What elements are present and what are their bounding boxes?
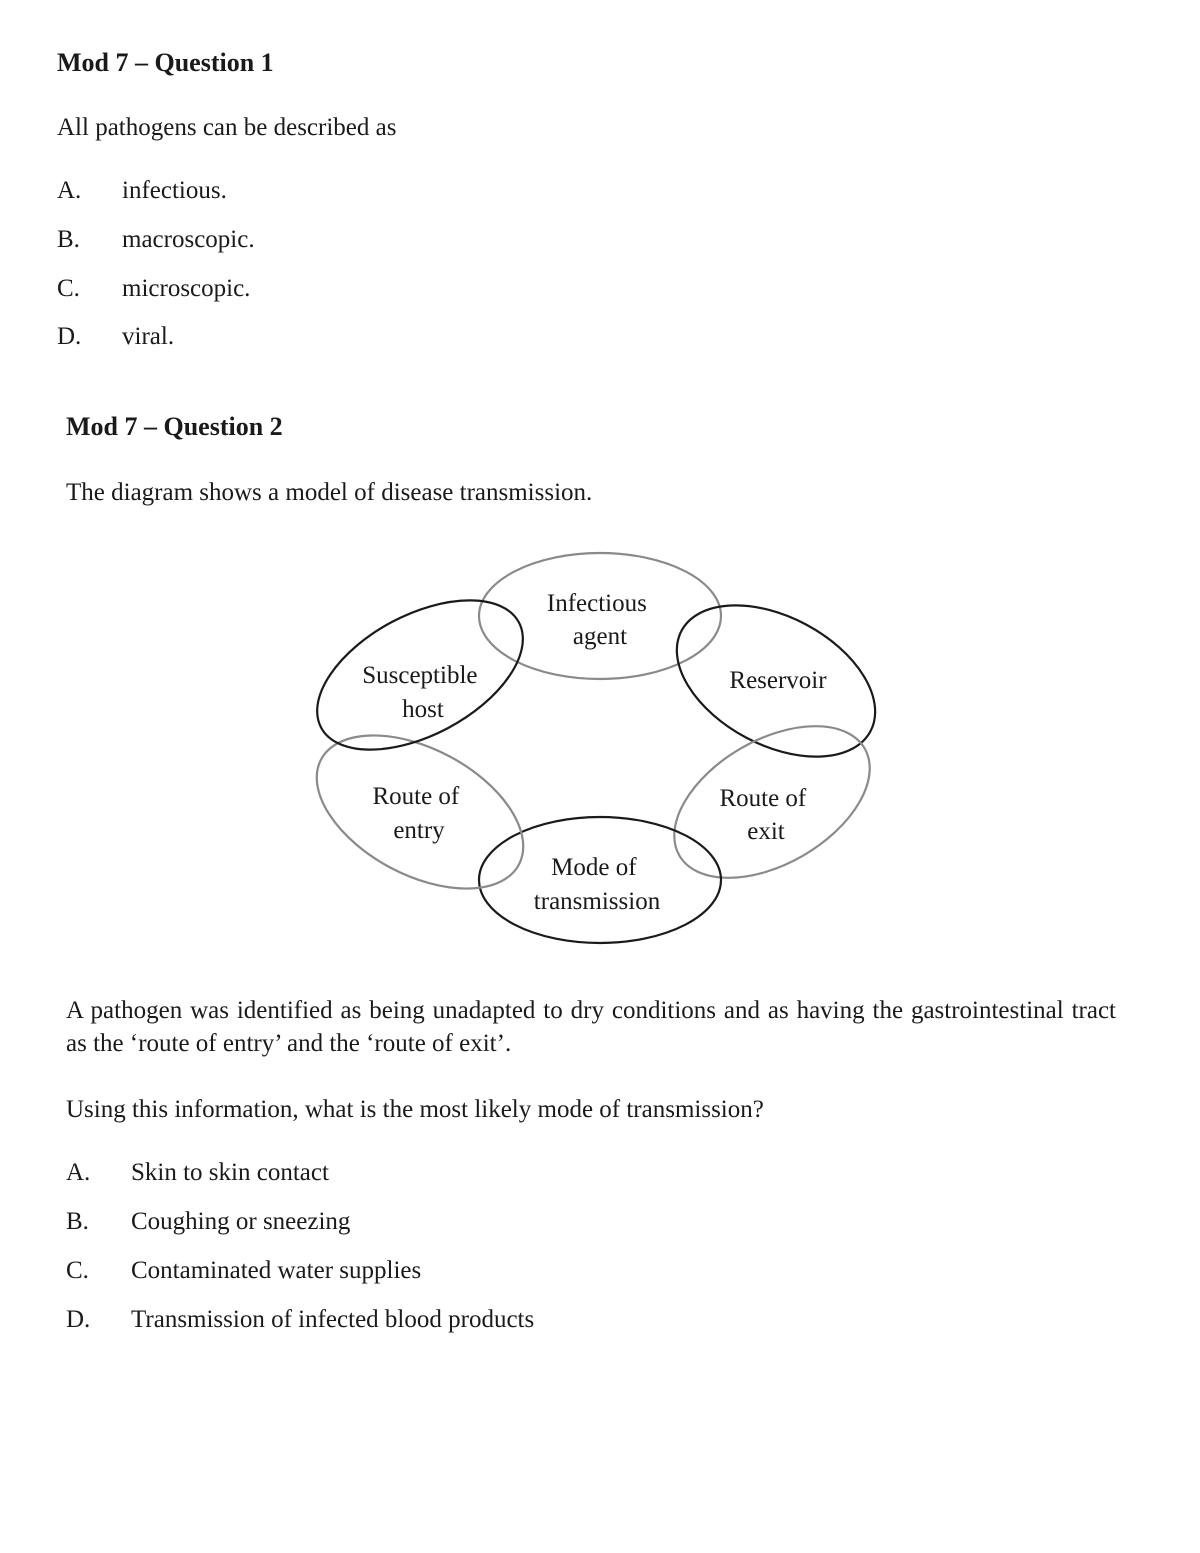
label-infectious-agent-line2: agent — [572, 623, 628, 650]
label-route-of-exit-line2: exit — [747, 818, 785, 845]
q1-option-d-text: viral. — [122, 323, 175, 350]
label-route-of-exit-line1: Route of — [719, 785, 807, 812]
label-route-of-exit — [719, 785, 812, 845]
label-mode-of-transmission-line2: transmission — [533, 888, 661, 915]
label-route-of-entry-line1: Route of — [372, 783, 460, 810]
label-infectious-agent — [547, 590, 653, 650]
label-route-of-entry-line2: entry — [393, 817, 445, 844]
q1-option-c-text: microscopic. — [122, 275, 251, 302]
q1-option-c-letter: C. — [57, 275, 80, 302]
q2-option-d-text: Transmission of infected blood products — [131, 1306, 535, 1333]
q2-option-c-text: Contaminated water supplies — [131, 1257, 422, 1284]
q1-option-a-letter: A. — [57, 177, 82, 204]
label-susceptible-host-line2: host — [402, 696, 444, 723]
label-mode-of-transmission-line1: Mode of — [551, 854, 637, 881]
q1-heading: Mod 7 – Question 1 — [57, 48, 274, 77]
q2-option-d-letter: D. — [66, 1306, 91, 1333]
label-infectious-agent-line1: Infectious — [546, 590, 647, 617]
disease-transmission-diagram — [300, 540, 900, 960]
q1-option-b-letter: B. — [57, 226, 80, 253]
q1-stem: All pathogens can be described as — [57, 114, 397, 141]
q1-option-b-text: macroscopic. — [122, 226, 255, 253]
label-susceptible-host-line1: Susceptible — [362, 662, 478, 689]
q2-heading: Mod 7 – Question 2 — [66, 412, 283, 441]
q2-option-c-letter: C. — [66, 1257, 89, 1284]
q2-option-b-text: Coughing or sneezing — [131, 1208, 351, 1235]
q1-option-d-letter: D. — [57, 323, 82, 350]
label-susceptible-host — [362, 662, 484, 723]
ellipse-route-of-entry — [300, 704, 548, 920]
q2-option-a-letter: A. — [66, 1159, 91, 1186]
q2-option-a-text: Skin to skin contact — [131, 1159, 329, 1186]
q2-option-b-letter: B. — [66, 1208, 89, 1235]
q2-intro: The diagram shows a model of disease transmission. — [66, 479, 593, 506]
label-reservoir-line1: Reservoir — [729, 667, 827, 694]
label-mode-of-transmission — [534, 854, 661, 915]
q1-option-a-text: infectious. — [122, 177, 227, 204]
q2-scenario: A pathogen was identified as being unadapted to dry conditions and as having the gastrointestinal tract as the ‘route of entry’ and the ‘route of exit’. — [66, 997, 1116, 1057]
label-reservoir — [729, 667, 827, 694]
label-route-of-entry — [372, 783, 465, 844]
q2-question: Using this information, what is the most likely mode of transmission? — [66, 1096, 764, 1123]
